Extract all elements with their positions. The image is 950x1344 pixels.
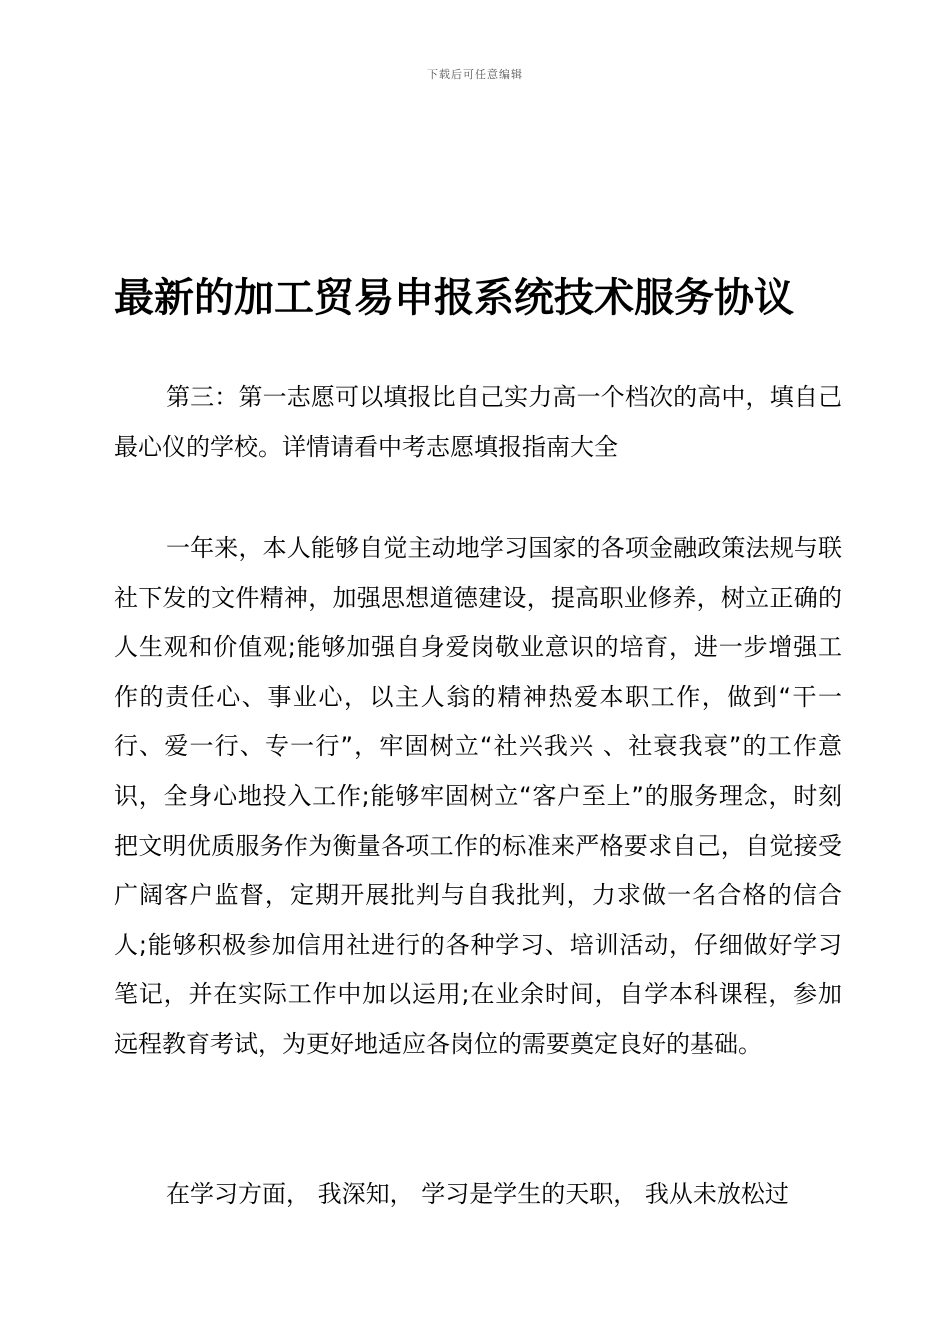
document-title: 最新的加工贸易申报系统技术服务协议 bbox=[114, 275, 794, 321]
paragraph-1: 第三：第一志愿可以填报比自己实力高一个档次的高中，填自己最心仪的学校。详情请看中考志愿填报指南大全 bbox=[114, 383, 842, 461]
paragraph-2: 一年来，本人能够自觉主动地学习国家的各项金融政策法规与联社下发的文件精神，加强思想道德建设，提高职业修养，树立正确的人生观和价值观;能够加强自身爱岗敬业意识的培育，进一步增强工作的责任心、事业心，以主人翁的精神热爱本职工作，做到“干一行、爱一行、专一行”，牢固树立“社兴我兴 、社衰我衰”的工作意识，全身心地投入工作;能够牢固树立“客户至上”的服务理念，时刻把文明优质服务作为衡量各项工作的标准来严格要求自己，自觉接受广阔客户监督，定期开展批判与自我批判，力求做一名合格的信合人;能够积极参加信用社进行的各种学习、培训活动，仔细做好学习笔记，并在实际工作中加以运用;在业余时间，自学本科课程，参加远程教育考试，为更好地适应各岗位的需要奠定良好的基础。 bbox=[114, 534, 842, 1058]
paragraph-3: 在学习方面， 我深知， 学习是学生的天职， 我从未放松过 bbox=[166, 1180, 789, 1208]
header-note: 下载后可任意编辑 bbox=[427, 68, 523, 81]
